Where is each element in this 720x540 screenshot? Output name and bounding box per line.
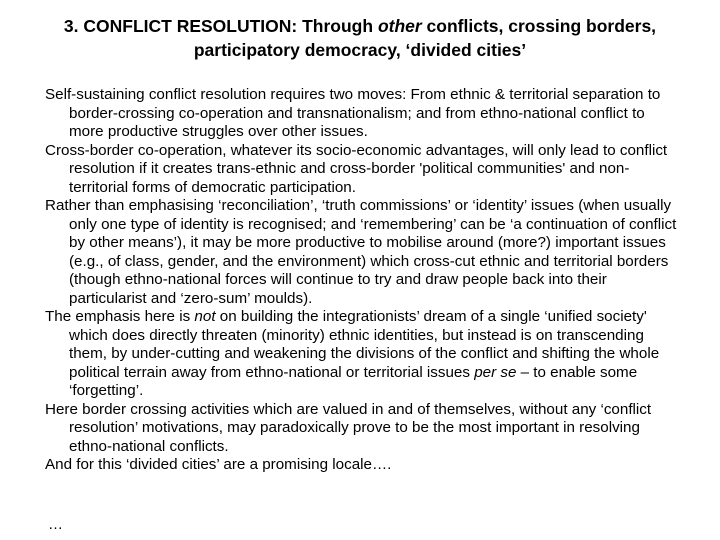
footer-ellipsis: … — [48, 516, 63, 533]
title-prefix: 3. CONFLICT RESOLUTION: Through — [63, 16, 378, 36]
paragraph-emphasis — [45, 308, 681, 401]
title-suffix: conflicts, crossing borders, participatory democracy, ‘divided cities’ — [193, 16, 657, 60]
emphasis-after2: – to enable some ‘forgetting’. — [69, 363, 638, 399]
slide-title — [40, 14, 680, 62]
emphasis-before: The emphasis here is — [45, 308, 195, 325]
paragraph-reconciliation: Rather than emphasising ‘reconciliation’, ‘truth commissions’ or ‘identity’ issues (when usually only one type of identity is recognised; and ‘remembering’ can be ‘a continuation of conflict by other means’), it may be more productive to mobilise around (more?) important issues (e.g., of class, gender, and the environment) which cross-cut ethnic and territorial borders (though ethno-national forces will continue to try and draw people back into their particularist and ‘zero-sum’ moulds). — [45, 197, 677, 307]
title-italic-word: other — [377, 16, 422, 36]
paragraph-border-crossing: Here border crossing activities which are valued in and of themselves, without any ‘conflict resolution’ motivations, may paradoxically prove to be the most important in resolving ethno-national conflicts. — [45, 400, 652, 455]
emphasis-italic-not: not — [194, 308, 216, 325]
paragraph-conflict-resolution-moves: Self-sustaining conflict resolution requires two moves: From ethnic & territorial separation to border-crossing co-operation and transnationalism; and from ethno-national conflict to more productive struggles over other issues. — [45, 86, 661, 140]
emphasis-italic-per-se: per se — [474, 363, 517, 381]
emphasis-after: on building the integrationists’ dream of a single ‘unified society' which does directly threaten (minority) ethnic identities, but instead is on transcending them, by under-cutting and weakening the divisions of the conflict and shifting the whole political terrain away from ethno-national or territorial issues — [69, 308, 660, 381]
paragraph-divided-cities: And for this ‘divided cities’ are a promising locale…. — [45, 456, 392, 473]
slide-body — [45, 86, 681, 475]
paragraph-cross-border-cooperation: Cross-border co-operation, whatever its socio-economic advantages, will only lead to conflict resolution if it creates trans-ethnic and cross-border 'political communities' and non-territorial forms of democratic participation. — [45, 141, 668, 196]
